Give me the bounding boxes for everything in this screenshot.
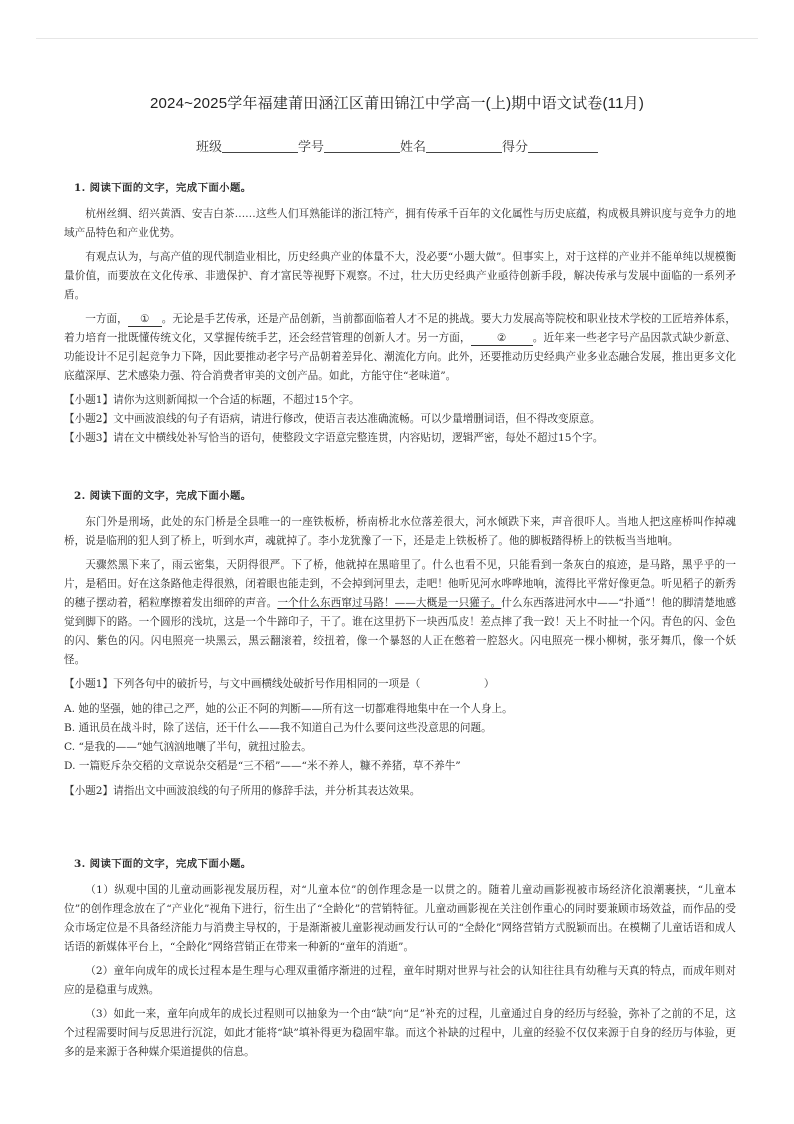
question-1 <box>64 179 736 448</box>
q1-blank-1[interactable]: ① <box>128 312 162 327</box>
q2-option-a: A. 她的坚强，她的律己之严，她的公正不阿的判断——所有这一切都难得地集中在一个人身上。 <box>64 703 513 715</box>
q2-paragraph-1: 东门外是刑场，此处的东门桥是全县唯一的一座铁板桥，桥南桥北水位落差很大，河水倾跌下来，声音很吓人。当地人把这座桥叫作掉魂桥，说是临刑的犯人到了桥上，听到水声，魂就掉了。李小龙犹豫了一下，还是走上铁板桥了。他的脚板踏得桥上的铁板当当地响。 <box>64 516 736 547</box>
name-label: 姓名 <box>400 139 427 154</box>
q2-subquestion-2: 【小题2】请指出文中画波浪线的句子所用的修辞手法，并分析其表达效果。 <box>64 785 421 797</box>
student-info-line <box>0 136 794 155</box>
q2-option-c: C. “是我的——”她气汹汹地嚷了半句，就扭过脸去。 <box>64 741 312 753</box>
q2-underlined-sentence: 一个什么东西窜过马路！——大概是一只獾子。 <box>277 597 502 609</box>
question-3-heading: 3. 阅读下面的文字，完成下面小题。 <box>74 858 252 870</box>
student-id-field[interactable] <box>324 139 400 153</box>
q3-paragraph-2: （2）童年向成年的成长过程本是生理与心理双重循序渐进的过程，童年时期对世界与社会的认知往往具有幼稚与天真的特点，而成年则对应的是稳重与成熟。 <box>64 965 736 996</box>
name-field[interactable] <box>426 139 502 153</box>
q2-option-d: D. 一篇贬斥杂交稻的文章说杂交稻是“三不稻”——“米不养人，糠不养猪，草不养牛” <box>64 760 461 772</box>
q3-paragraph-3: （3）如此一来，童年向成年的成长过程则可以抽象为一个由“缺”向“足”补充的过程，儿童通过自身的经历与经验，弥补了之前的不足，这个过程需要时间与反思进行沉淀，如此才能将“缺”填补得更为稳固牢靠。而这个补缺的过程中，儿童的经验不仅仅来源于自身的经历与体验，更多的是来源于各种媒介渠道提供的信息。 <box>64 1008 736 1058</box>
question-1-heading: 1. 阅读下面的文字，完成下面小题。 <box>74 182 252 194</box>
question-2 <box>64 487 736 801</box>
q2-paragraph-2: 天骤然黑下来了，雨云密集，天阴得很严。下了桥，他就掉在黑暗里了。什么也看不见，只能看到一条灰白的痕迹，是马路，黑乎乎的一片，是稻田。好在这条路他走得很熟，闭着眼也能走到，不会掉到河里去，走吧！他听见河水哗哗地响，流得比平常好像更急。听见稻子的新秀的穗子摆动着，稻粒摩擦着发出细碎的声音。一个什么东西窜过马路！——大概是一只獾子。什么东西落进河水中——“扑通”！他的脚清楚地感觉到脚下的路。一个圆形的浅坑，这是一个牛蹄印子，干了。谁在这里扔下一块西瓜皮！差点摔了我一跤！天上不时扯一个闪。青色的闪、金色的闪、紫色的闪。闪电照亮一块黑云，黑云翻滚着，绞扭着，像一个暴怒的人正在憋着一腔怒火。闪电照亮一棵小柳树，张牙舞爪，像一个妖怪。 <box>64 559 736 666</box>
q2-option-b: B. 通讯员在战斗时，除了送信，还干什么——我不知道自己为什么要问这些没意思的问题。 <box>64 722 492 734</box>
class-field[interactable] <box>222 139 298 153</box>
q1-paragraph-2: 有观点认为，与高产值的现代制造业相比，历史经典产业的体量不大，没必要“小题大做”。但事实上，对于这样的产业并不能单纯以规模衡量价值，而要放在文化传承、非遗保护、育才富民等视野下观察。不过，壮大历史经典产业亟待创新手段，解决传承与发展中面临的一系列矛盾。 <box>64 251 736 301</box>
class-label: 班级 <box>195 139 222 154</box>
q1-subquestion-1: 【小题1】请你为这则新闻拟一个合适的标题，不超过15个字。 <box>64 394 360 406</box>
q1-blank-2[interactable]: ② <box>471 331 533 346</box>
q2-subquestion-1: 【小题1】下列各句中的破折号，与文中画横线处破折号作用相同的一项是（ ） <box>64 678 495 690</box>
top-divider <box>36 38 758 39</box>
q1-paragraph-3: 一方面， ① 。无论是手艺传承，还是产品创新，当前都面临着人才不足的挑战。要大力发展高等院校和职业技术学校的工匠培养体系，着力培育一批既懂传统文化，又掌握传统手艺，还会经营管理的创新人才。另一方面， ② 。近年来一些老字号产品因款式缺少新意、功能设计不足引起竞争力下降，因此要推动老字号产品朝着差异化、潮流化方向。此外，还要推动历史经典产业多业态融合发展，推出更多文化底蕴深厚、艺术感染力强、符合消费者审美的文创产品。如此，方能守住“老味道”。 <box>64 313 737 382</box>
q1-subquestion-3: 【小题3】请在文中横线处补写恰当的语句，使整段文字语意完整连贯，内容贴切，逻辑严密，每处不超过15个字。 <box>64 432 604 444</box>
page-title: 2024~2025学年福建莆田涵江区莆田锦江中学高一(上)期中语文试卷(11月) <box>149 95 645 112</box>
score-label: 得分 <box>502 139 529 154</box>
score-field[interactable] <box>528 139 598 153</box>
question-2-heading: 2. 阅读下面的文字，完成下面小题。 <box>74 490 252 502</box>
student-id-label: 学号 <box>297 139 324 154</box>
q1-paragraph-1: 杭州丝绸、绍兴黄酒、安吉白茶……这些人们耳熟能详的浙江特产，拥有传承千百年的文化属性与历史底蕴，构成极具辨识度与竞争力的地域产品特色和产业优势。 <box>64 208 736 239</box>
q1-subquestion-2: 【小题2】文中画波浪线的句子有语病，请进行修改，使语言表达准确流畅。可以少量增删词语，但不得改变原意。 <box>64 413 601 425</box>
question-3 <box>64 855 736 1067</box>
q3-paragraph-1: （1）纵观中国的儿童动画影视发展历程，对“儿童本位”的创作理念是一以贯之的。随着儿童动画影视被市场经济化浪潮裹挟，“儿童本位”的创作理念放在了“产业化”视角下进行，衍生出了“全龄化”的营销特征。儿童动画影视在关注创作重心的同时要兼顾市场效益，而作品的受众市场定位是不具备经济能力与消费主导权的，于是渐渐被儿童影视动画发行认可的“全龄化”网络营销方式脱颖而出。在模糊了儿童话语和成人话语的新媒体平台上，“全龄化”网络营销正在带来一种新的“童年的消逝”。 <box>64 884 736 953</box>
